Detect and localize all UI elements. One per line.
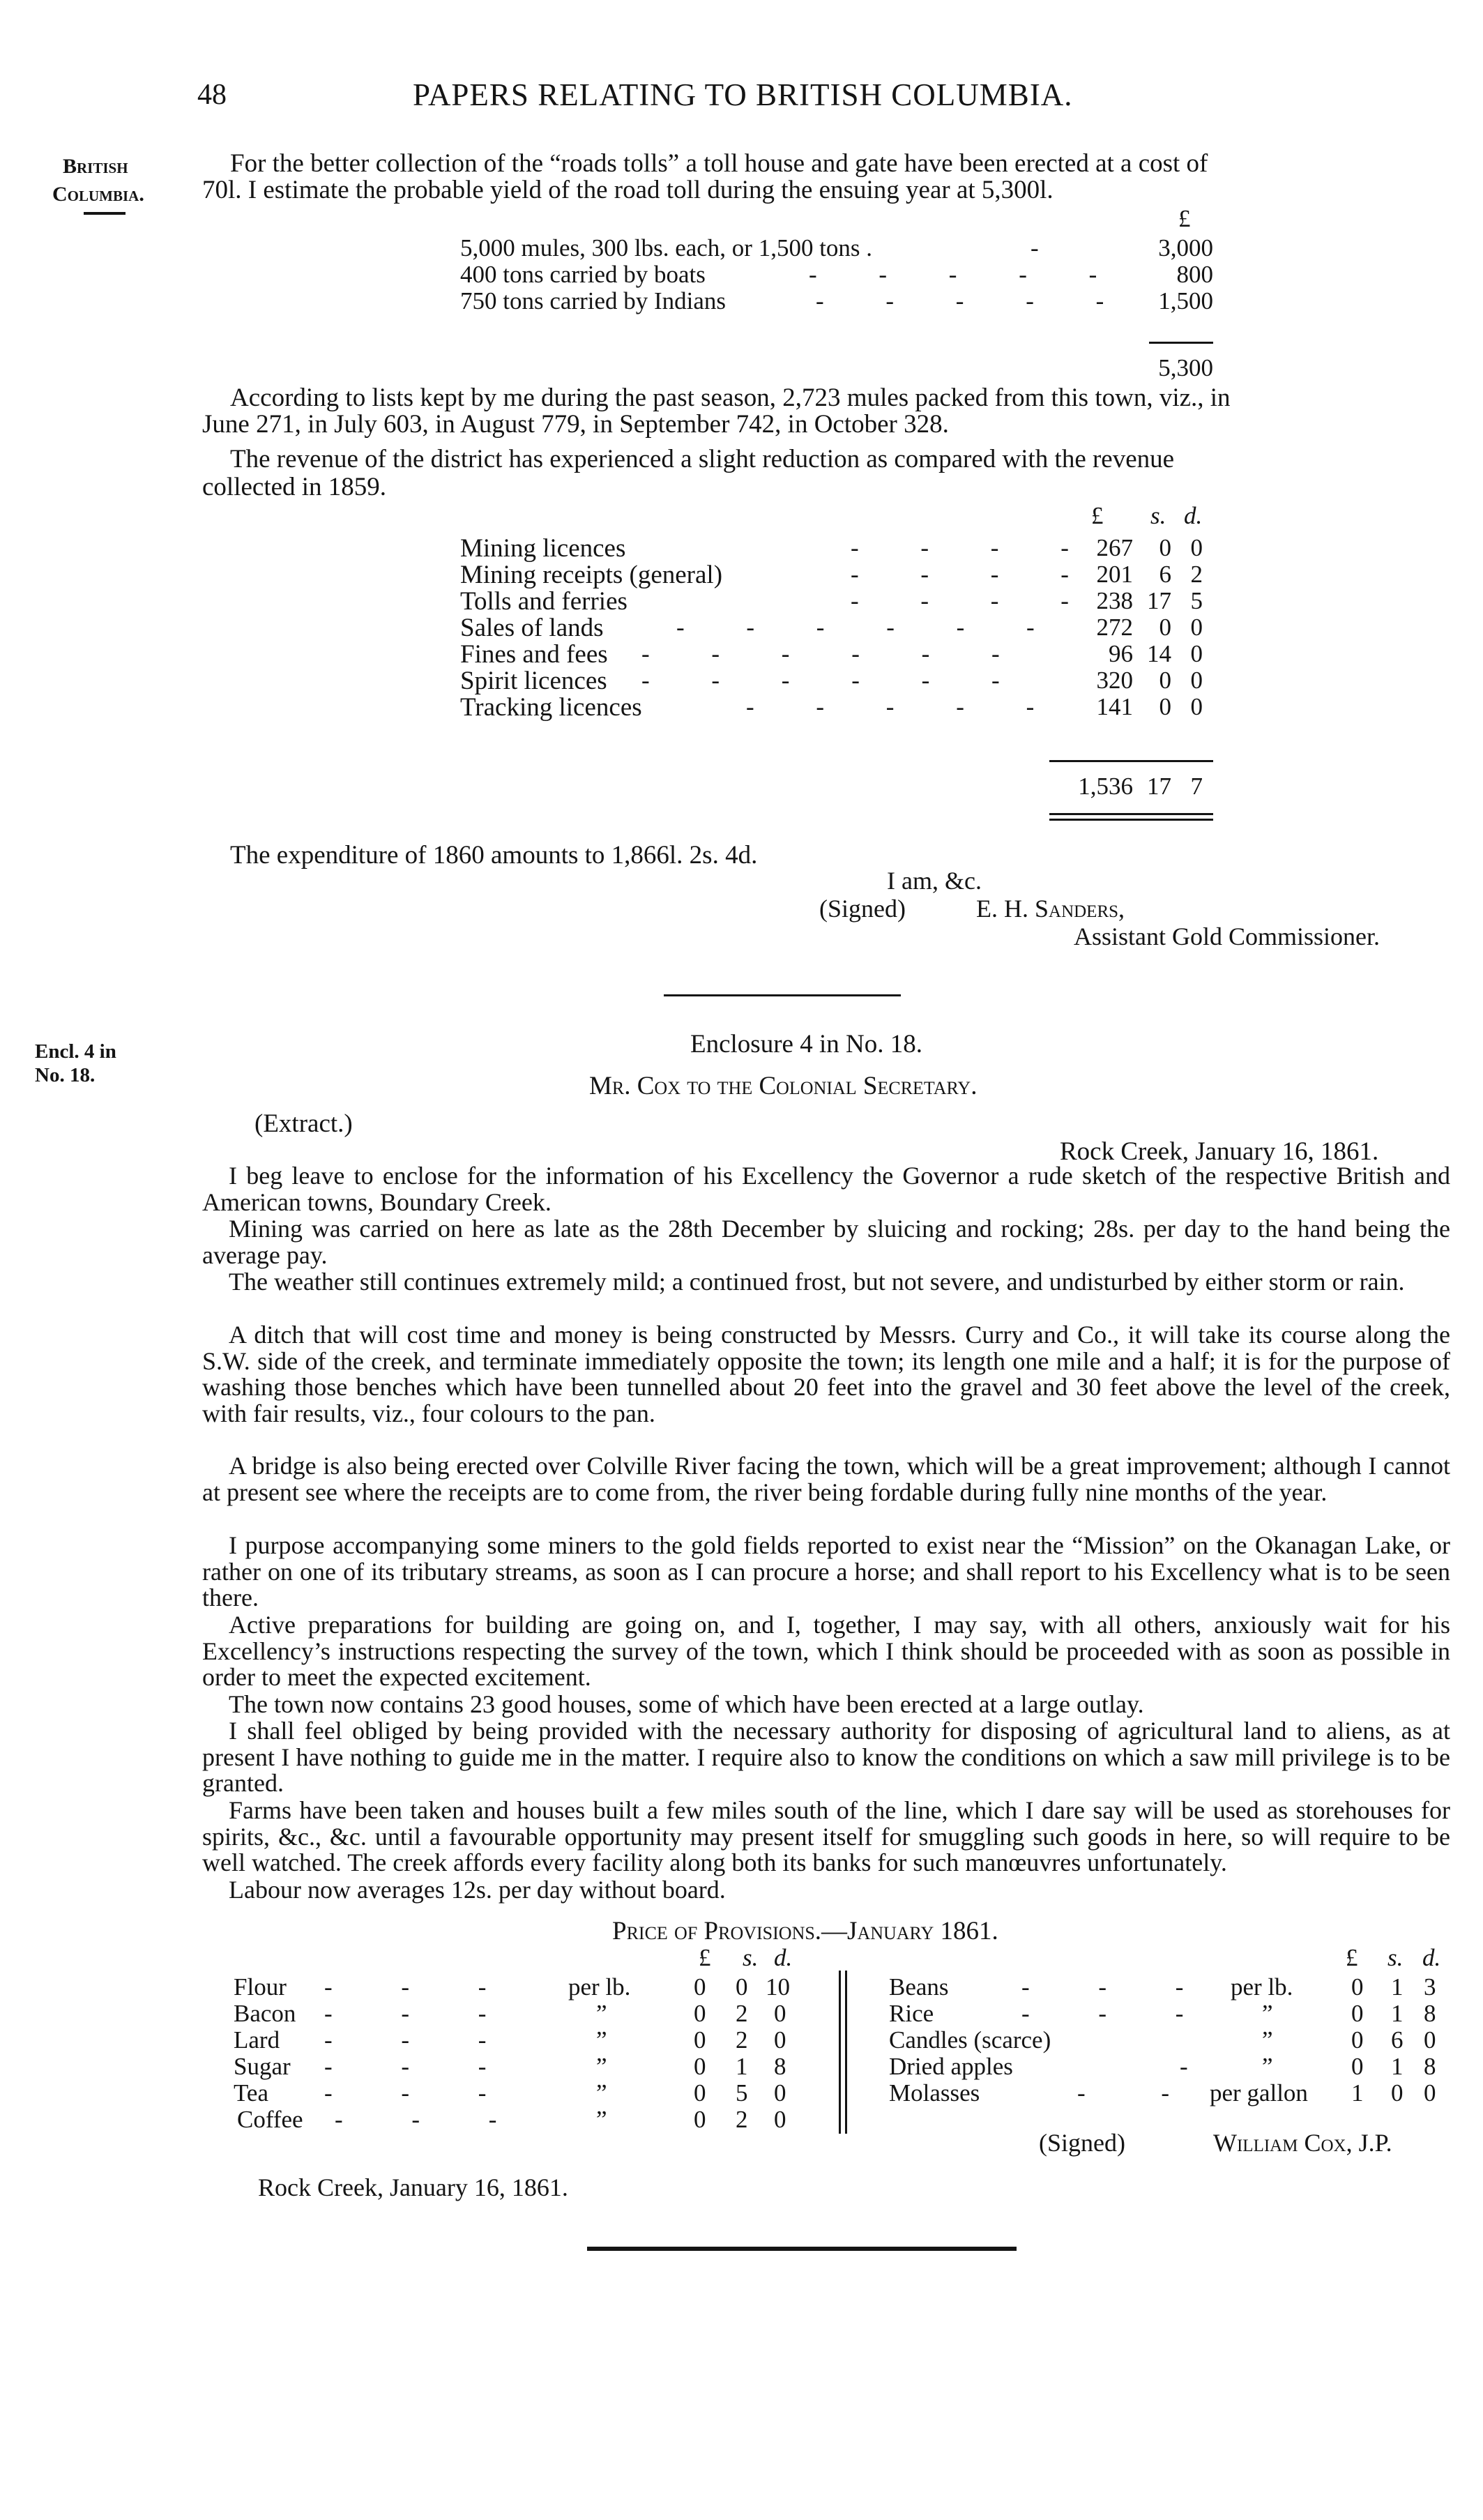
- revenue-double-rule: [1049, 819, 1213, 821]
- margin-note-columbia: Columbia.: [52, 183, 144, 206]
- margin-rule: [84, 212, 126, 215]
- revenue-header-shillings: s.: [1150, 502, 1166, 529]
- page-title: PAPERS RELATING TO BRITISH COLUMBIA.: [413, 77, 1073, 112]
- provision-shillings: 1: [1391, 2053, 1404, 2080]
- tolls-row-item: 5,000 mules, 300 lbs. each, or 1,500 tons .: [460, 234, 873, 261]
- revenue-item: Tracking licences: [460, 693, 642, 722]
- letter-paragraph: A ditch that will cost time and money is being constructed by Messrs. Curry and Co., it will take its course along the S.W. side of the creek, and terminate immediately opposite the town; its length one mile and a half; it is for the purpose of washing those benches which have been tunnelled about 20 feet into the gravel and 30 feet above the level of the creek, with fair results, viz., four colours to the pan.: [202, 1321, 1450, 1427]
- provisions-header-shillings: s.: [1387, 1944, 1404, 1971]
- letter-paragraph: Active preparations for building are going on, and I, together, I may say, with all others, anxiously wait for his Excellency’s instructions respecting the survey of the town, which I think should be proceeded with as soon as possible in order to meet the expected excitement.: [202, 1611, 1450, 1692]
- page-number: 48: [197, 79, 227, 111]
- provision-pounds: 0: [694, 1973, 706, 2001]
- revenue-dashes: - - - - -: [746, 693, 1035, 720]
- provision-item: Coffee: [237, 2106, 303, 2133]
- revenue-pounds: 96: [1109, 640, 1133, 667]
- revenue-total-rule: [1049, 760, 1213, 762]
- provisions-header-pounds: £: [699, 1944, 711, 1971]
- provision-shillings: 1: [1391, 2000, 1404, 2027]
- revenue-dashes: - - - - - -: [641, 667, 1000, 694]
- provision-pounds: 0: [1351, 1973, 1364, 2001]
- extract-label: (Extract.): [254, 1109, 353, 1138]
- letter-paragraph: I shall feel obliged by being provided with the necessary authority for disposing of agricultural land to aliens, as at present I have nothing to guide me in the matter. I require also to know the conditions on which a saw mill privilege is to be granted.: [202, 1717, 1450, 1798]
- revenue-dashes: - - - -: [851, 561, 1069, 588]
- revenue-dashes: - - - -: [851, 534, 1069, 561]
- revenue-header-pence: d.: [1184, 502, 1203, 529]
- revenue-pence: 0: [1190, 534, 1203, 561]
- revenue-total-pence: 7: [1190, 773, 1203, 800]
- revenue-dashes: - - - - - -: [641, 640, 1000, 667]
- tolls-total-rule: [1149, 342, 1213, 344]
- provision-item: Sugar: [234, 2053, 291, 2080]
- revenue-pounds: 201: [1096, 561, 1133, 588]
- provision-pence: 0: [774, 2026, 786, 2054]
- provision-pounds: 0: [694, 2079, 706, 2107]
- provision-pence: 0: [774, 2106, 786, 2133]
- revenue-item: Mining licences: [460, 534, 626, 563]
- letter-paragraph: I purpose accompanying some miners to the gold fields reported to exist near the “Mission” on the Okanagan Lake, or rather on one of its tributary streams, as soon as I can procure a horse; and shall report to his Excellency what is to be seen there.: [202, 1531, 1450, 1612]
- signatory-name: E. H. Sanders,: [976, 895, 1125, 923]
- provision-shillings: 0: [736, 1973, 748, 2001]
- provision-item: Candles (scarce): [889, 2026, 1051, 2054]
- revenue-pounds: 141: [1096, 693, 1133, 720]
- tolls-total: 5,300: [1158, 354, 1213, 381]
- provision-dashes: - - -: [335, 2106, 497, 2133]
- opening-line-1: For the better collection of the “roads tolls” a toll house and gate have been erected at a cost of: [230, 149, 1208, 178]
- provisions-column-divider: [845, 1971, 847, 2134]
- provision-unit: per lb.: [568, 1973, 631, 2001]
- expenditure-line: The expenditure of 1860 amounts to 1,866l. 2s. 4d.: [230, 841, 758, 870]
- letter-paragraph: A bridge is also being erected over Colville River facing the town, which will be a great improvement; although I cannot at present see where the receipts are to come from, the river being fordable during fully nine months of the year.: [202, 1452, 1450, 1506]
- revenue-shillings: 14: [1147, 640, 1171, 667]
- page-end-rule: [587, 2247, 1017, 2251]
- provision-dashes: -: [1180, 2053, 1188, 2080]
- mules-line-1: According to lists kept by me during the past season, 2,723 mules packed from this town, viz., in: [230, 384, 1231, 412]
- letter-paragraph: Labour now averages 12s. per day without board.: [229, 1876, 726, 1904]
- revenue-item: Tolls and ferries: [460, 587, 628, 616]
- revenue-shillings: 17: [1147, 587, 1171, 614]
- revenue-pence: 0: [1190, 693, 1203, 720]
- provision-dashes: - - -: [1021, 2000, 1184, 2027]
- revenue-item: Spirit licences: [460, 667, 607, 695]
- provision-unit: per gallon: [1210, 2079, 1308, 2107]
- provision-dashes: - - -: [324, 2026, 487, 2054]
- closing-line: I am, &c.: [887, 867, 982, 895]
- provision-item: Molasses: [889, 2079, 980, 2107]
- revenue-pounds: 320: [1096, 667, 1133, 694]
- provision-item: Lard: [234, 2026, 280, 2054]
- provision-shillings: 1: [1391, 1973, 1404, 2001]
- provision-dashes: - - -: [1021, 1973, 1184, 2001]
- provision-pounds: 0: [1351, 2026, 1364, 2054]
- provision-pence: 0: [1424, 2026, 1436, 2054]
- encl-margin-note: Encl. 4 in: [35, 1040, 116, 1063]
- opening-line-2: 70l. I estimate the probable yield of the road toll during the ensuing year at 5,300l.: [202, 176, 1054, 204]
- revenue-pounds: 238: [1096, 587, 1133, 614]
- provision-pence: 0: [774, 2079, 786, 2107]
- provisions-header-pounds: £: [1346, 1944, 1358, 1971]
- signatory-title: Assistant Gold Commissioner.: [1074, 923, 1381, 950]
- provision-dashes: - - -: [324, 1973, 487, 2001]
- provision-pence: 0: [774, 2000, 786, 2027]
- revenue-shillings: 0: [1159, 667, 1171, 694]
- provision-pence: 8: [1424, 2000, 1436, 2027]
- dateline: Rock Creek, January 16, 1861.: [1060, 1137, 1379, 1166]
- provision-item: Rice: [889, 2000, 934, 2027]
- provisions-header-pence: d.: [1422, 1944, 1441, 1971]
- provision-shillings: 5: [736, 2079, 748, 2107]
- provision-item: Beans: [889, 1973, 949, 2001]
- provision-unit: ”: [1262, 2026, 1273, 2054]
- signed-label: (Signed): [1039, 2129, 1125, 2157]
- tolls-row-dashes: - - - - -: [816, 287, 1104, 314]
- provision-pence: 10: [766, 1973, 790, 2001]
- letter-paragraph: The town now contains 23 good houses, some of which have been erected at a large outlay.: [229, 1690, 1144, 1718]
- revenue-item: Fines and fees: [460, 640, 608, 669]
- provisions-header-pence: d.: [774, 1944, 793, 1971]
- revenue-shillings: 6: [1159, 561, 1171, 588]
- provision-item: Flour: [234, 1973, 287, 2001]
- provision-dashes: - - -: [324, 2000, 487, 2027]
- revenue-pence: 0: [1190, 640, 1203, 667]
- provision-shillings: 6: [1391, 2026, 1404, 2054]
- revenue-double-rule: [1049, 813, 1213, 815]
- revenue-dashes: - - - - - -: [676, 614, 1035, 641]
- revenue-shillings: 0: [1159, 614, 1171, 641]
- provision-unit: ”: [596, 2026, 607, 2054]
- provisions-title: Price of Provisions.—January 1861.: [612, 1917, 998, 1945]
- provision-shillings: 2: [736, 2026, 748, 2054]
- revenue-dashes: - - - -: [851, 587, 1069, 614]
- margin-note-british: British: [63, 155, 128, 178]
- tolls-row-item: 400 tons carried by boats: [460, 261, 706, 288]
- revenue-pence: 2: [1190, 561, 1203, 588]
- provision-unit: per lb.: [1231, 1973, 1293, 2001]
- letter-paragraph: Mining was carried on here as late as the 28th December by sluicing and rocking; 28s. per day to the hand being the average pay.: [202, 1215, 1450, 1269]
- tolls-row-amount: 1,500: [1158, 287, 1213, 314]
- letter-paragraph: The weather still continues extremely mild; a continued frost, but not severe, and undisturbed by either storm or rain.: [229, 1268, 1405, 1296]
- enclosure-heading: Enclosure 4 in No. 18.: [690, 1030, 922, 1058]
- provision-pounds: 0: [694, 2000, 706, 2027]
- provision-unit: ”: [596, 2079, 607, 2107]
- tolls-row-dashes: - - - - -: [809, 261, 1097, 288]
- revenue-shillings: 0: [1159, 534, 1171, 561]
- provisions-column-divider: [839, 1971, 841, 2134]
- provision-shillings: 1: [736, 2053, 748, 2080]
- revenue-item: Mining receipts (general): [460, 561, 723, 589]
- revenue-line-2: collected in 1859.: [202, 473, 387, 501]
- enclosure-subheading: Mr. Cox to the Colonial Secretary.: [589, 1072, 978, 1100]
- provision-item: Dried apples: [889, 2053, 1013, 2080]
- tolls-row-amount: 800: [1176, 261, 1213, 288]
- provision-pence: 0: [1424, 2079, 1436, 2107]
- revenue-item: Sales of lands: [460, 614, 604, 642]
- tolls-row-item: 750 tons carried by Indians: [460, 287, 727, 314]
- provision-shillings: 2: [736, 2106, 748, 2133]
- provision-pence: 8: [774, 2053, 786, 2080]
- revenue-header-pounds: £: [1091, 502, 1104, 529]
- provision-unit: ”: [1262, 2053, 1273, 2080]
- provision-shillings: 2: [736, 2000, 748, 2027]
- provision-item: Tea: [234, 2079, 269, 2107]
- provision-pounds: 0: [1351, 2000, 1364, 2027]
- provision-unit: ”: [596, 2000, 607, 2027]
- revenue-pounds: 267: [1096, 534, 1133, 561]
- signatory-name: William Cox, J.P.: [1213, 2129, 1392, 2157]
- section-divider: [664, 994, 901, 996]
- signed-label: (Signed): [819, 895, 906, 923]
- provision-item: Bacon: [234, 2000, 296, 2027]
- letter-paragraph: Farms have been taken and houses built a few miles south of the line, which I dare say will be used as storehouses for spirits, &c., &c. until a favourable opportunity may present itself for smuggling such goods in here, so will require to be well watched. The creek affords every facility along both its banks for such manœuvres unfortunately.: [202, 1796, 1450, 1877]
- provision-pence: 3: [1424, 1973, 1436, 2001]
- provision-shillings: 0: [1391, 2079, 1404, 2107]
- provision-dashes: - - -: [324, 2053, 487, 2080]
- provision-unit: ”: [1262, 2000, 1273, 2027]
- revenue-pence: 0: [1190, 614, 1203, 641]
- letter-paragraph: I beg leave to enclose for the information of his Excellency the Governor a rude sketch of the respective British and American towns, Boundary Creek.: [202, 1162, 1450, 1216]
- encl-margin-note: No. 18.: [35, 1064, 96, 1086]
- provision-pounds: 0: [1351, 2053, 1364, 2080]
- provisions-header-shillings: s.: [743, 1944, 759, 1971]
- revenue-pence: 5: [1190, 587, 1203, 614]
- provision-dashes: - -: [1077, 2079, 1170, 2107]
- provision-pounds: 0: [694, 2053, 706, 2080]
- revenue-total-pounds: 1,536: [1078, 773, 1133, 800]
- revenue-pence: 0: [1190, 667, 1203, 694]
- provision-pounds: 0: [694, 2026, 706, 2054]
- revenue-pounds: 272: [1096, 614, 1133, 641]
- closing-dateline: Rock Creek, January 16, 1861.: [258, 2173, 568, 2201]
- revenue-line-1: The revenue of the district has experienced a slight reduction as compared with the revenue: [230, 445, 1175, 473]
- mules-line-2: June 271, in July 603, in August 779, in September 742, in October 328.: [202, 410, 949, 439]
- provision-pounds: 1: [1351, 2079, 1364, 2107]
- provision-dashes: - - -: [324, 2079, 487, 2107]
- revenue-shillings: 0: [1159, 693, 1171, 720]
- revenue-total-shillings: 17: [1147, 773, 1171, 800]
- provision-pence: 8: [1424, 2053, 1436, 2080]
- provision-unit: ”: [596, 2053, 607, 2080]
- provision-unit: ”: [596, 2106, 607, 2133]
- tolls-currency: £: [1178, 205, 1191, 232]
- tolls-row-amount: 3,000: [1158, 234, 1213, 261]
- provision-pounds: 0: [694, 2106, 706, 2133]
- tolls-row-dash: -: [1031, 234, 1039, 261]
